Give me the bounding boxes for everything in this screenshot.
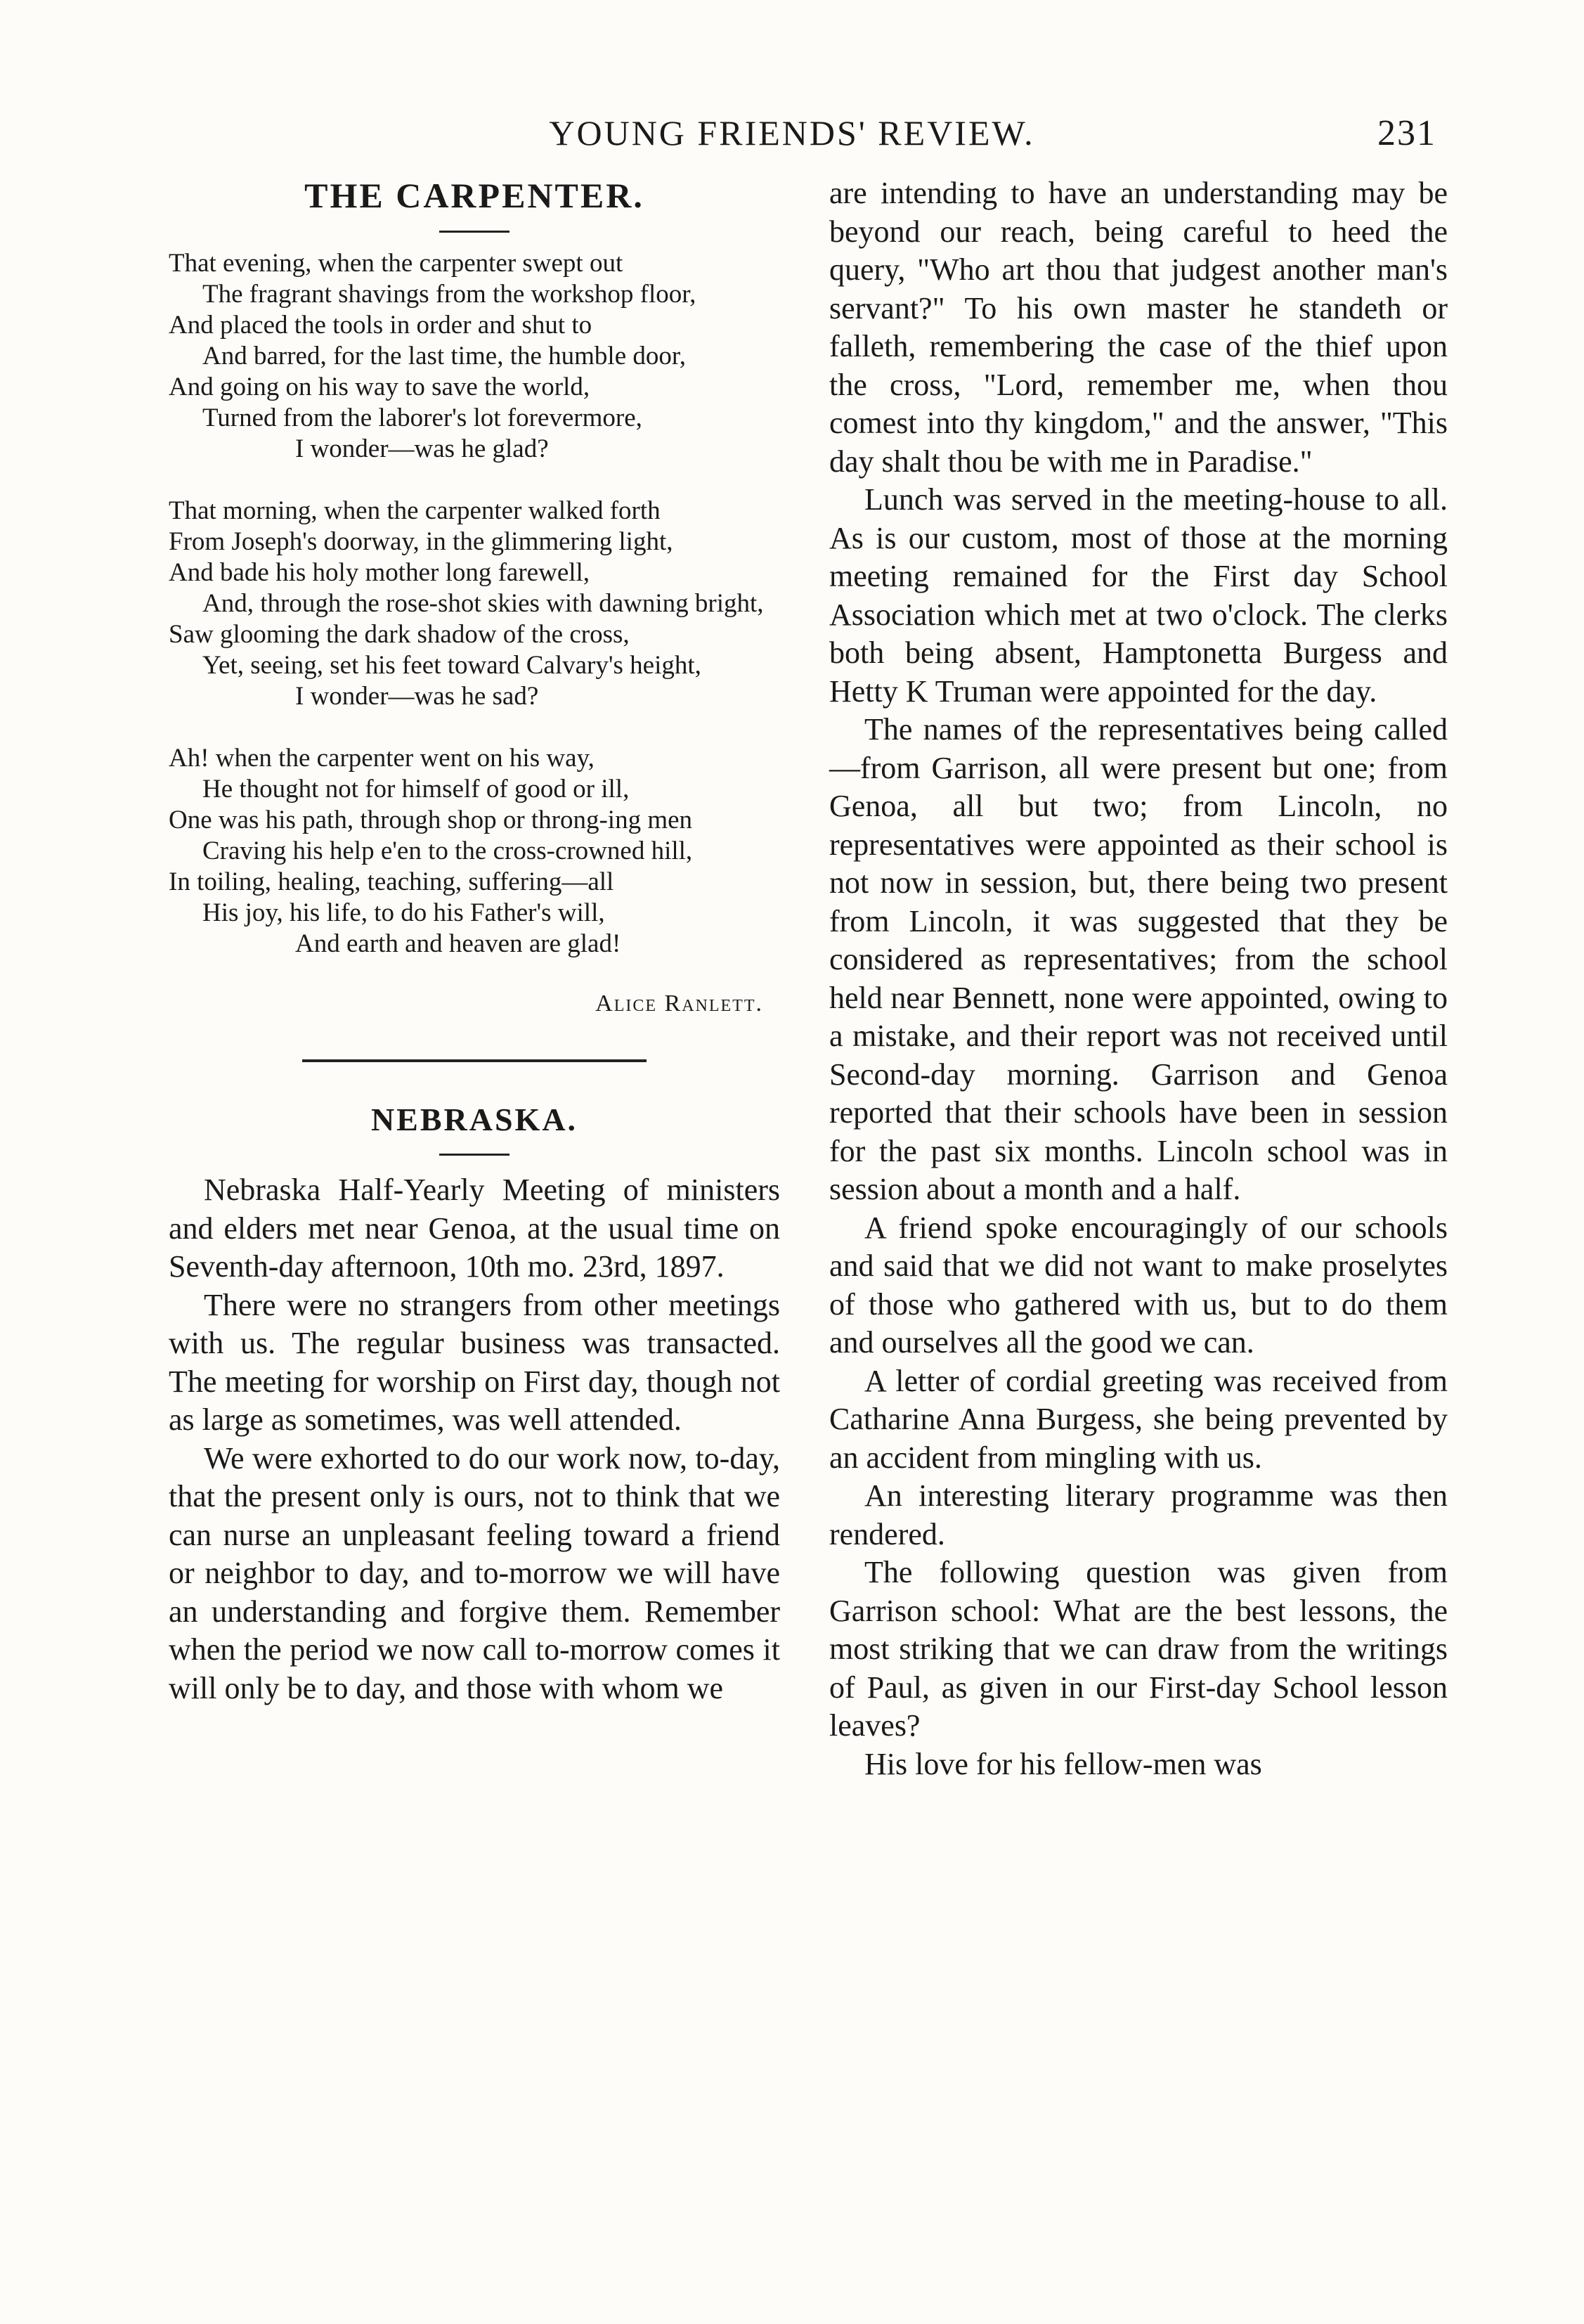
- poem-line: One was his path, through shop or throng-ing men: [169, 806, 693, 834]
- article-paragraph: There were no strangers from other meetings with us. The regular business was transacted. The meeting for worship on First day, though not as large as sometimes, was well attended.: [169, 1287, 780, 1437]
- poem-line: That evening, when the carpenter swept out: [169, 249, 623, 278]
- poem-line: Saw glooming the dark shadow of the cross,: [169, 620, 630, 649]
- poem-line: And placed the tools in order and shut to: [169, 311, 592, 340]
- article-paragraph: An interesting literary programme was then rendered.: [829, 1478, 1448, 1551]
- article-title-rule: [439, 1154, 509, 1156]
- poem-line: His joy, his life, to do his Father's will,: [202, 898, 605, 927]
- poem-title: THE CARPENTER.: [304, 176, 644, 215]
- article-paragraph: Lunch was served in the meeting-house to all. As is our custom, most of those at the morning meeting remained for the First day School Association which met at two o'clock. The clerks both being absent, Hamptonetta Burgess and Hetty K Truman were appointed for the day.: [829, 482, 1448, 709]
- poem-line: In toiling, healing, teaching, suffering—all: [169, 867, 614, 896]
- poem-line: I wonder—was he glad?: [295, 434, 549, 463]
- poem-line: I wonder—was he sad?: [295, 682, 539, 711]
- article-paragraph: A friend spoke encouragingly of our schools and said that we did not want to make proselytes of those who gathered with us, but to do them and ourselves all the good we can.: [829, 1210, 1448, 1360]
- left-column: [169, 174, 780, 1708]
- poem-line: The fragrant shavings from the workshop floor,: [202, 280, 696, 309]
- poem-author: Alice Ranlett.: [595, 990, 763, 1016]
- poem-line: From Joseph's doorway, in the glimmering light,: [169, 527, 673, 556]
- poem-line: Ah! when the carpenter went on his way,: [169, 744, 595, 773]
- article-title: NEBRASKA.: [370, 1102, 578, 1137]
- poem-line: Yet, seeing, set his feet toward Calvary's height,: [202, 651, 701, 680]
- article-paragraph: Nebraska Half-Yearly Meeting of ministers and elders met near Genoa, at the usual time on Seventh-day afternoon, 10th mo. 23rd, 1897.: [169, 1173, 780, 1284]
- section-divider: [302, 1059, 647, 1062]
- poem-stanza: [169, 248, 780, 465]
- article-paragraph: The following question was given from Garrison school: What are the best lessons, the most striking that we can draw from the writings of Paul, as given in our First-day School lesson leaves?: [829, 1555, 1448, 1743]
- poem-line: And barred, for the last time, the humble door,: [202, 342, 686, 370]
- poem-line: And, through the rose-shot skies with dawning bright,: [202, 589, 764, 618]
- article-paragraph: The names of the representatives being called—from Garrison, all were present but one; from Genoa, all but two; from Lincoln, no representatives were appointed as their school is not now in session, but, there being two present from Lincoln, it was suggested that they be considered as representatives; from the school held near Bennett, none were appointed, owing to a mistake, and their report was not received until Second-day morning. Garrison and Genoa reported that their schools have been in session for the past six months. Lincoln school was in session about a month and a half.: [829, 712, 1448, 1206]
- poem-stanza: [169, 743, 780, 960]
- page-number: 231: [1377, 113, 1436, 153]
- poem-stanza: [169, 496, 780, 712]
- poem-line: Craving his help e'en to the cross-crowned hill,: [202, 837, 693, 865]
- article-paragraph: are intending to have an understanding may be beyond our reach, being careful to heed the query, "Who art thou that judgest another man's servant?" To his own master he standeth or falleth, remembering the case of the thief upon the cross, "Lord, remember me, when thou comest into thy kingdom," and the answer, "This day shalt thou be with me in Paradise.": [829, 176, 1448, 479]
- title-rule: [439, 231, 509, 233]
- poem-line: And bade his holy mother long farewell,: [169, 558, 590, 587]
- article-left-text: [169, 1171, 780, 1708]
- right-column: [829, 174, 1448, 1783]
- article-paragraph: We were exhorted to do our work now, to-day, that the present only is ours, not to think that we can nurse an unpleasant feeling toward a friend or neighbor to day, and to-morrow we will have an understanding and forgive them. Remember when the period we now call to-morrow comes it will only be to day, and those with whom we: [169, 1440, 780, 1705]
- article-paragraph: His love for his fellow-men was: [864, 1746, 1262, 1781]
- page-header: [0, 112, 1584, 162]
- poem-body: [169, 248, 780, 960]
- poem-line: That morning, when the carpenter walked forth: [169, 496, 661, 525]
- poem-line: He thought not for himself of good or ill,: [202, 775, 630, 803]
- article-paragraph: A letter of cordial greeting was received from Catharine Anna Burgess, she being prevented by an accident from mingling with us.: [829, 1363, 1448, 1475]
- poem-line: And going on his way to save the world,: [169, 373, 590, 401]
- journal-title: YOUNG FRIENDS' REVIEW.: [549, 113, 1035, 153]
- poem-line: Turned from the laborer's lot forevermore,: [202, 404, 642, 432]
- article-right-text: [829, 174, 1448, 1783]
- poem-line: And earth and heaven are glad!: [295, 929, 621, 958]
